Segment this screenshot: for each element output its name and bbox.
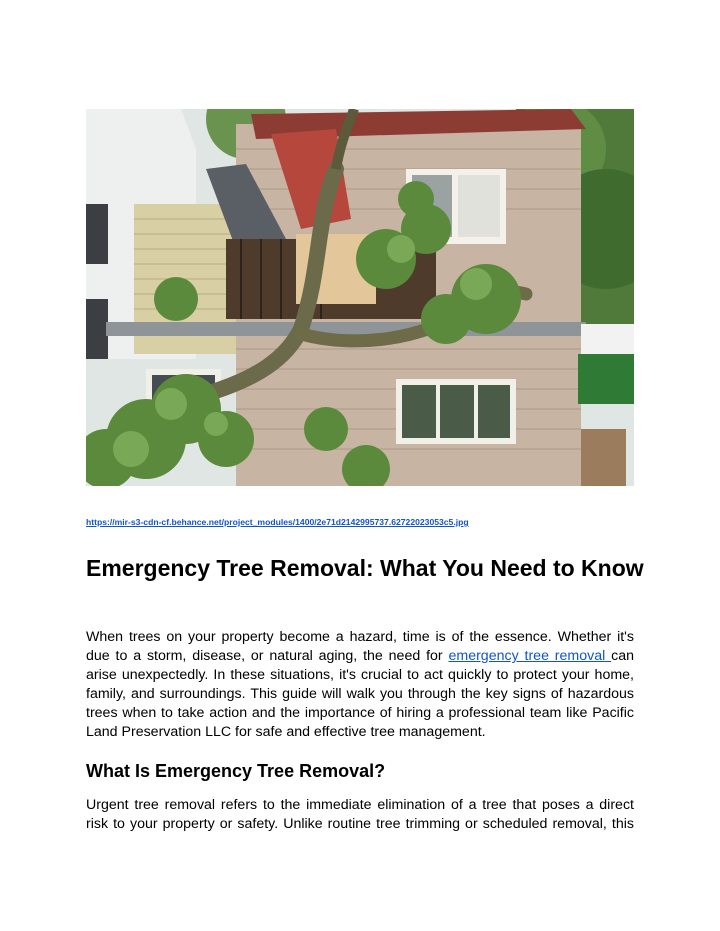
image-source-link[interactable]: https://mir-s3-cdn-cf.behance.net/project_modules/1400/2e71d2142995737.62722023053c5.jpg: [86, 517, 469, 527]
intro-text-after-link: can arise unexpectedly. In these situations, it's crucial to act quickly to protect your home, family, and surroundings. This guide will walk you through the key signs of hazardous trees when to take action and the importance of hiring a professional team like Pacific Land Preservation LLC for safe and effective tree management.: [86, 648, 634, 741]
storm-damaged-house-photo: [86, 109, 634, 486]
intro-text-before-link: When trees on your property become a hazard, time is of the essence. Whether it's due to a storm, disease, or natural aging, the need for: [86, 629, 634, 665]
section-paragraph: Urgent tree removal refers to the immediate elimination of a tree that poses a direct risk to your property or safety. Unlike routine tree trimming or scheduled removal, this: [86, 797, 634, 833]
intro-paragraph: [86, 628, 634, 743]
article-title: Emergency Tree Removal: What You Need to Know: [86, 555, 644, 581]
emergency-tree-removal-link[interactable]: emergency tree removal: [448, 648, 612, 665]
section-heading: What Is Emergency Tree Removal?: [86, 761, 386, 781]
